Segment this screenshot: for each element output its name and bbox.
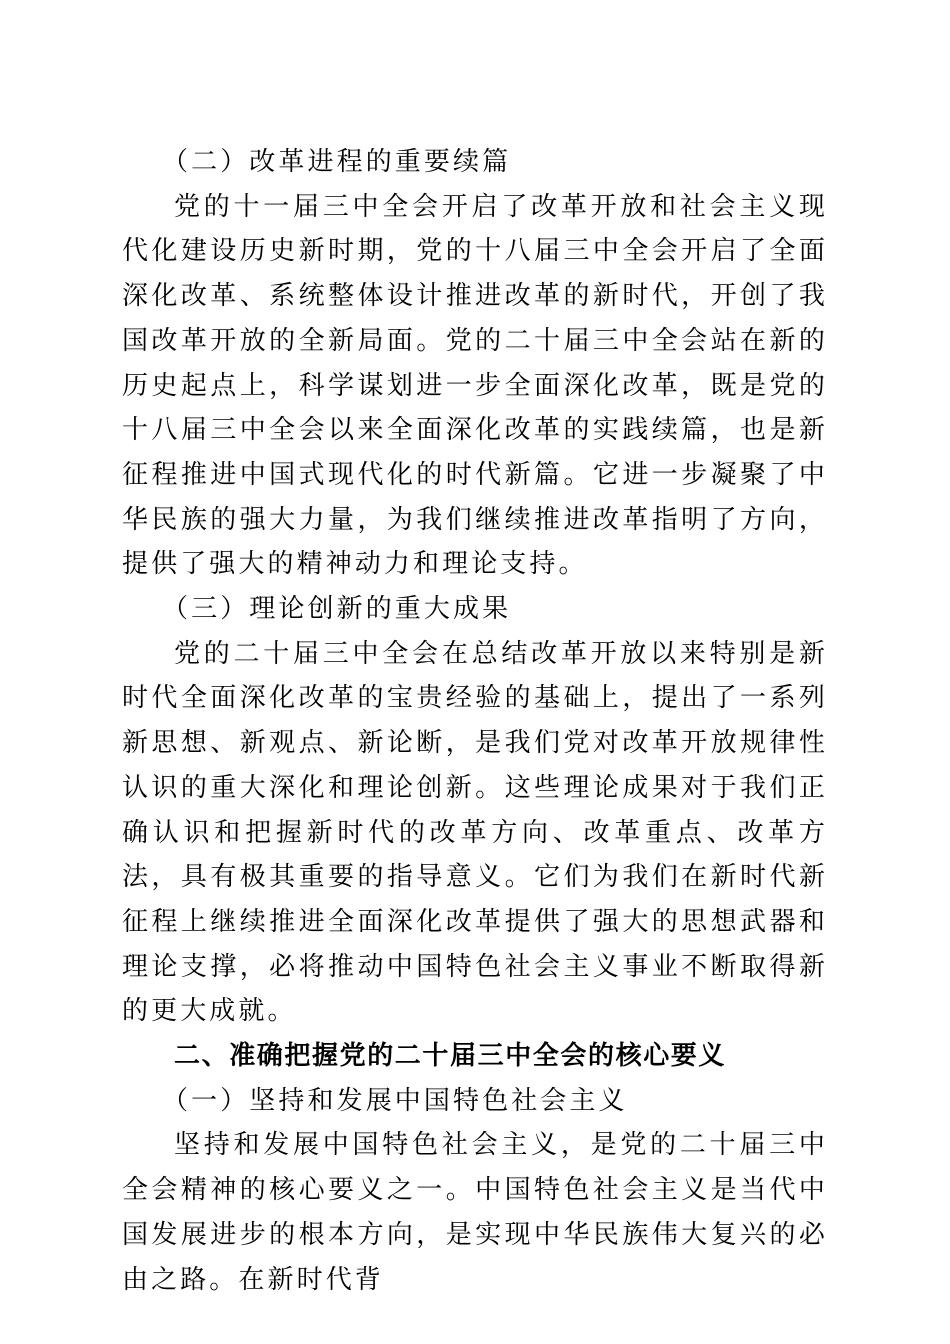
document-page: [122, 140, 828, 1302]
subheading-reform-continuation: （二）改革进程的重要续篇: [162, 147, 512, 177]
subheading-theory-innovation: （三）理论创新的重大成果: [162, 594, 512, 625]
section-heading-core-essence: 二、准确把握党的二十届三中全会的核心要义: [174, 1041, 727, 1072]
subheading-socialism-chinese-characteristics: （一）坚持和发展中国特色社会主义: [162, 1085, 628, 1116]
paragraph-theory-innovation: 党的二十届三中全会在总结改革开放以来特别是新时代全面深化改革的宝贵经验的基础上，提出了一系列新思想、新观点、新论断，是我们党对改革开放规律性认识的重大深化和理论创新。这些理论成果对于我们正确认识和把握新时代的改革方向、改革重点、改革方法，具有极其重要的指导意义。它们为我们在新时代新征程上继续推进全面深化改革提供了强大的思想武器和理论支撑，必将推动中国特色社会主义事业不断取得新的更大成就。: [122, 638, 828, 1027]
paragraph-socialism-chinese-characteristics: 坚持和发展中国特色社会主义，是党的二十届三中全会精神的核心要义之一。中国特色社会主义是当代中国发展进步的根本方向，是实现中华民族伟大复兴的必由之路。在新时代背: [122, 1130, 828, 1295]
paragraph-reform-continuation: 党的十一届三中全会开启了改革开放和社会主义现代化建设历史新时期，党的十八届三中全会开启了全面深化改革、系统整体设计推进改革的新时代，开创了我国改革开放的全新局面。党的二十届三中全会站在新的历史起点上，科学谋划进一步全面深化改革，既是党的十八届三中全会以来全面深化改革的实践续篇，也是新征程推进中国式现代化的时代新篇。它进一步凝聚了中华民族的强大力量，为我们继续推进改革指明了方向，提供了强大的精神动力和理论支持。: [122, 191, 828, 580]
